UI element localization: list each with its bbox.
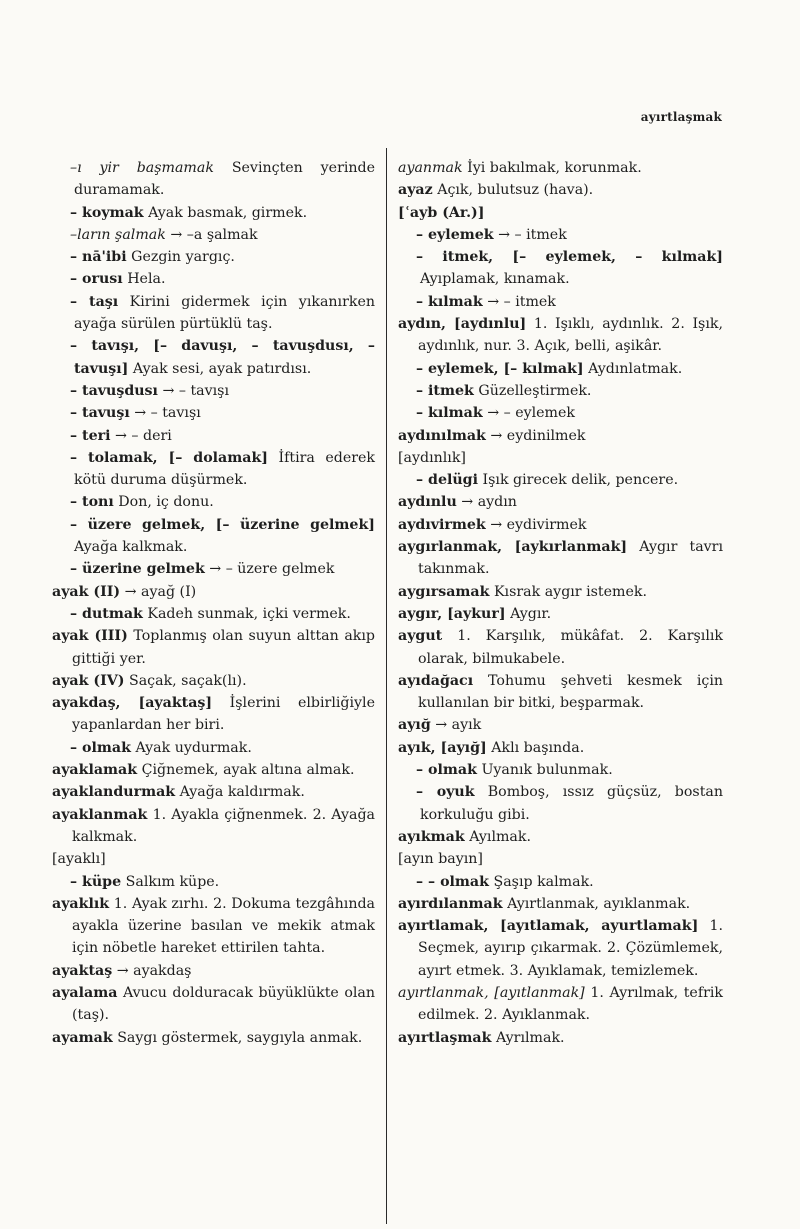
entry-headword: – dutmak bbox=[70, 605, 143, 622]
dictionary-entry bbox=[398, 826, 723, 848]
entry-headword: ayırtlaşmak bbox=[398, 1029, 492, 1046]
entry-definition: → – itmek bbox=[487, 293, 556, 310]
column-divider bbox=[386, 148, 387, 1224]
entry-headword: aydınlu bbox=[398, 494, 457, 511]
dictionary-entry bbox=[52, 224, 375, 246]
entry-headword: – tavuşı bbox=[70, 405, 130, 422]
entry-headword: aygut bbox=[398, 628, 443, 645]
entry-headword: – tavışı, [– davuşı, – tavuşdusı, – tavuşı] bbox=[70, 338, 375, 377]
dictionary-entry bbox=[398, 380, 723, 402]
running-head: ayırtlaşmak bbox=[640, 110, 722, 124]
entry-definition: 1. Karşılık, mükâfat. 2. Karşılık olarak, bilmukabele. bbox=[418, 628, 723, 667]
dictionary-entry bbox=[398, 759, 723, 781]
entry-headword: ayırtlanmak, [ayıtlanmak] bbox=[398, 984, 585, 1001]
entry-headword: ayaklamak bbox=[52, 762, 138, 779]
entry-definition: Şaşıp kalmak. bbox=[493, 873, 594, 890]
entry-definition: Avucu dolduracak büyüklükte olan (taş). bbox=[72, 984, 375, 1024]
entry-definition: Kısrak aygır istemek. bbox=[493, 583, 647, 600]
dictionary-entry bbox=[398, 848, 723, 870]
entry-headword: – olmak bbox=[416, 762, 477, 779]
entry-definition: Aygır. bbox=[510, 605, 552, 622]
entry-definition: Salkım küpe. bbox=[125, 873, 220, 890]
dictionary-entry bbox=[398, 670, 723, 715]
dictionary-entry bbox=[52, 157, 375, 202]
dictionary-entry bbox=[398, 581, 723, 603]
entry-definition: 1. Seçmek, ayırıp çıkarmak. 2. Çözümlemek, ayırt etmek. 3. Ayıklamak, temizlemek. bbox=[418, 918, 723, 979]
entry-headword: – – olmak bbox=[416, 873, 489, 890]
entry-headword: –ların şalmak bbox=[70, 226, 166, 243]
dictionary-entry bbox=[52, 447, 375, 492]
entry-headword: ayak (IV) bbox=[52, 672, 125, 689]
dictionary-entry bbox=[398, 603, 723, 625]
entry-headword: – itmek, [– eylemek, – kılmak] bbox=[416, 249, 723, 266]
entry-headword: – tonı bbox=[70, 494, 114, 511]
entry-definition: Ayak basmak, girmek. bbox=[148, 204, 308, 221]
dictionary-entry bbox=[52, 759, 375, 781]
entry-headword: ayalama bbox=[52, 984, 118, 1001]
dictionary-entry bbox=[52, 893, 375, 960]
entry-headword: aydınılmak bbox=[398, 427, 486, 444]
entry-headword: – üzerine gelmek bbox=[70, 561, 205, 578]
entry-headword: ayaklandurmak bbox=[52, 784, 176, 801]
entry-definition: Ayılmak. bbox=[469, 828, 531, 845]
entry-definition: Sevinçten yerinde duramamak. bbox=[74, 160, 376, 199]
dictionary-entry bbox=[398, 491, 723, 513]
entry-headword: ayıdağacı bbox=[398, 672, 474, 689]
dictionary-entry bbox=[398, 893, 723, 915]
entry-definition: 1. Ayrılmak, tefrik edilmek. 2. Ayıklanmak. bbox=[418, 984, 723, 1024]
dictionary-entry bbox=[398, 714, 723, 736]
entry-definition: Çiğnemek, ayak altına almak. bbox=[141, 762, 355, 779]
entry-definition: Saygı göstermek, saygıyla anmak. bbox=[117, 1029, 363, 1046]
entry-definition: Aygır tavrı takınmak. bbox=[418, 539, 723, 578]
entry-definition: İşlerini elbirliğiyle yapanlardan her biri. bbox=[72, 695, 375, 734]
entry-headword: – kılmak bbox=[416, 293, 483, 310]
dictionary-entry bbox=[52, 425, 375, 447]
entry-definition: Aydınlatmak. bbox=[588, 360, 683, 377]
entry-definition: → – eylemek bbox=[487, 405, 575, 422]
entry-headword: [aydınlık] bbox=[398, 449, 466, 466]
entry-headword: – koymak bbox=[70, 204, 144, 221]
entry-headword: ayaklık bbox=[52, 895, 110, 912]
right-column bbox=[398, 157, 723, 1049]
dictionary-entry bbox=[398, 1027, 723, 1049]
left-column bbox=[52, 157, 375, 1049]
dictionary-entry bbox=[52, 491, 375, 513]
entry-definition: Güzelleştirmek. bbox=[478, 382, 592, 399]
entry-headword: ayakdaş, [ayaktaş] bbox=[52, 695, 213, 712]
dictionary-entry bbox=[52, 202, 375, 224]
entry-definition: → – itmek bbox=[498, 226, 567, 243]
entry-headword: ayaz bbox=[398, 182, 433, 199]
entry-headword: aygırlanmak, [aykırlanmak] bbox=[398, 539, 628, 556]
dictionary-entry bbox=[398, 157, 723, 179]
entry-definition: → ayakdaş bbox=[116, 962, 192, 979]
entry-headword: – delügi bbox=[416, 472, 478, 489]
dictionary-entry bbox=[398, 871, 723, 893]
entry-headword: – eylemek, [– kılmak] bbox=[416, 360, 584, 377]
entry-headword: –ı yir başmamak bbox=[70, 160, 214, 176]
dictionary-entry bbox=[52, 558, 375, 580]
dictionary-entry bbox=[52, 692, 375, 737]
entry-headword: ayak (II) bbox=[52, 583, 121, 600]
entry-headword: – nā'ibi bbox=[70, 249, 127, 266]
dictionary-entry bbox=[398, 402, 723, 424]
entry-headword: – orusı bbox=[70, 271, 123, 288]
entry-definition: Hela. bbox=[127, 271, 166, 288]
entry-headword: ayığ bbox=[398, 717, 431, 734]
entry-definition: → aydın bbox=[461, 494, 517, 511]
entry-definition: Aklı başında. bbox=[491, 739, 585, 756]
entry-headword: aydıvirmek bbox=[398, 516, 486, 533]
dictionary-entry bbox=[52, 804, 375, 849]
dictionary-entry bbox=[398, 202, 723, 224]
dictionary-entry bbox=[52, 291, 375, 336]
entry-definition: Uyanık bulunmak. bbox=[481, 762, 613, 779]
entry-definition: → eydivirmek bbox=[490, 516, 587, 533]
entry-definition: Don, iç donu. bbox=[118, 494, 214, 511]
entry-headword: [ayın bayın] bbox=[398, 851, 483, 868]
entry-definition: Kirini gidermek için yıkanırken ayağa sürülen pürtüklü taş. bbox=[74, 293, 376, 333]
dictionary-entry bbox=[52, 982, 375, 1027]
dictionary-entry bbox=[398, 625, 723, 670]
dictionary-entry bbox=[52, 625, 375, 670]
entry-definition: 1. Işıklı, aydınlık. 2. Işık, aydınlık, nur. 3. Açık, belli, aşikâr. bbox=[418, 316, 723, 355]
entry-definition: → – deri bbox=[115, 427, 172, 444]
entry-definition: → – üzere gelmek bbox=[209, 561, 335, 578]
entry-definition: Kadeh sunmak, içki vermek. bbox=[147, 605, 351, 622]
entry-definition: Gezgin yargıç. bbox=[131, 249, 235, 266]
dictionary-entry bbox=[52, 380, 375, 402]
dictionary-entry bbox=[398, 514, 723, 536]
entry-headword: – eylemek bbox=[416, 226, 494, 243]
dictionary-entry bbox=[398, 224, 723, 246]
entry-headword: – tavuşdusı bbox=[70, 382, 158, 399]
dictionary-entry bbox=[398, 536, 723, 581]
entry-headword: – kılmak bbox=[416, 405, 483, 422]
dictionary-entry bbox=[398, 291, 723, 313]
dictionary-entry bbox=[52, 1027, 375, 1049]
entry-headword: ayırdılanmak bbox=[398, 895, 503, 912]
entry-definition: 1. Ayakla çiğnenmek. 2. Ayağa kalkmak. bbox=[72, 806, 375, 845]
dictionary-entry bbox=[52, 960, 375, 982]
dictionary-entry bbox=[398, 781, 723, 826]
entry-definition: → ayık bbox=[435, 717, 482, 734]
entry-headword: – üzere gelmek, [– üzerine gelmek] bbox=[70, 516, 375, 533]
dictionary-entry bbox=[398, 982, 723, 1027]
entry-headword: ayaktaş bbox=[52, 962, 113, 979]
entry-headword: ayamak bbox=[52, 1029, 113, 1046]
dictionary-entry bbox=[52, 871, 375, 893]
dictionary-entry bbox=[52, 335, 375, 380]
entry-definition: → – tavışı bbox=[134, 405, 201, 422]
entry-headword: [ʿayb (Ar.)] bbox=[398, 204, 485, 221]
dictionary-entry bbox=[398, 447, 723, 469]
entry-definition: Ayrılmak. bbox=[495, 1029, 565, 1046]
entry-definition: Tohumu şehveti kesmek için kullanılan bir bitki, beşparmak. bbox=[418, 672, 723, 712]
entry-headword: – taşı bbox=[70, 293, 119, 310]
entry-headword: – teri bbox=[70, 427, 111, 444]
dictionary-entry bbox=[52, 268, 375, 290]
entry-definition: Ayağa kalkmak. bbox=[74, 539, 188, 556]
dictionary-entry bbox=[52, 781, 375, 803]
entry-headword: – olmak bbox=[70, 739, 131, 756]
dictionary-entry bbox=[52, 581, 375, 603]
entry-definition: Işık girecek delik, pencere. bbox=[482, 472, 679, 489]
entry-definition: Saçak, saçak(lı). bbox=[128, 672, 247, 689]
dictionary-entry bbox=[52, 246, 375, 268]
entry-headword: – itmek bbox=[416, 382, 474, 399]
entry-headword: – oyuk bbox=[416, 784, 475, 801]
entry-definition: Açık, bulutsuz (hava). bbox=[437, 182, 594, 199]
entry-headword: – küpe bbox=[70, 873, 122, 890]
entry-definition: Ayağa kaldırmak. bbox=[179, 784, 305, 801]
dictionary-entry bbox=[398, 915, 723, 982]
dictionary-entry bbox=[398, 246, 723, 291]
entry-definition: İftira ederek kötü duruma düşürmek. bbox=[74, 449, 376, 489]
entry-headword: ayak (III) bbox=[52, 628, 128, 645]
entry-headword: ayırtlamak, [ayıtlamak, ayurtlamak] bbox=[398, 918, 699, 935]
entry-headword: ayanmak bbox=[398, 160, 463, 176]
dictionary-entry bbox=[398, 179, 723, 201]
entry-definition: Toplanmış olan suyun alttan akıp gittiği yer. bbox=[72, 628, 376, 667]
dictionary-entry bbox=[52, 402, 375, 424]
entry-definition: 1. Ayak zırhı. 2. Dokuma tezgâhında ayakla üzerine basılan ve mekik atmak için nöbetle hareket ettirilen tahta. bbox=[72, 895, 375, 957]
entry-headword: ayık, [ayığ] bbox=[398, 739, 487, 756]
entry-headword: aydın, [aydınlu] bbox=[398, 316, 527, 333]
entry-headword: aygırsamak bbox=[398, 583, 490, 600]
entry-definition: → –a şalmak bbox=[170, 226, 258, 243]
entry-definition: → eydinilmek bbox=[490, 427, 586, 444]
entry-definition: Ayak sesi, ayak patırdısı. bbox=[132, 360, 312, 377]
entry-definition: → ayağ (I) bbox=[124, 583, 197, 600]
entry-definition: Ayak uydurmak. bbox=[135, 739, 252, 756]
dictionary-entry bbox=[52, 603, 375, 625]
entry-definition: Bomboş, ıssız güçsüz, bostan korkuluğu gibi. bbox=[420, 784, 724, 823]
dictionary-entry bbox=[52, 848, 375, 870]
entry-definition: İyi bakılmak, korunmak. bbox=[467, 160, 642, 176]
dictionary-entry bbox=[52, 514, 375, 559]
entry-definition: → – tavışı bbox=[162, 382, 230, 399]
dictionary-entry bbox=[398, 469, 723, 491]
dictionary-entry bbox=[398, 425, 723, 447]
dictionary-entry bbox=[52, 670, 375, 692]
entry-headword: ayıkmak bbox=[398, 828, 465, 845]
entry-headword: aygır, [aykur] bbox=[398, 605, 506, 622]
entry-definition: Ayıplamak, kınamak. bbox=[420, 271, 570, 288]
dictionary-entry bbox=[52, 737, 375, 759]
entry-headword: ayaklanmak bbox=[52, 806, 148, 823]
dictionary-entry bbox=[398, 358, 723, 380]
dictionary-entry bbox=[398, 737, 723, 759]
entry-headword: – tolamak, [– dolamak] bbox=[70, 449, 268, 466]
entry-headword: [ayaklı] bbox=[52, 851, 106, 868]
dictionary-entry bbox=[398, 313, 723, 358]
entry-definition: Ayırtlanmak, ayıklanmak. bbox=[507, 895, 691, 912]
